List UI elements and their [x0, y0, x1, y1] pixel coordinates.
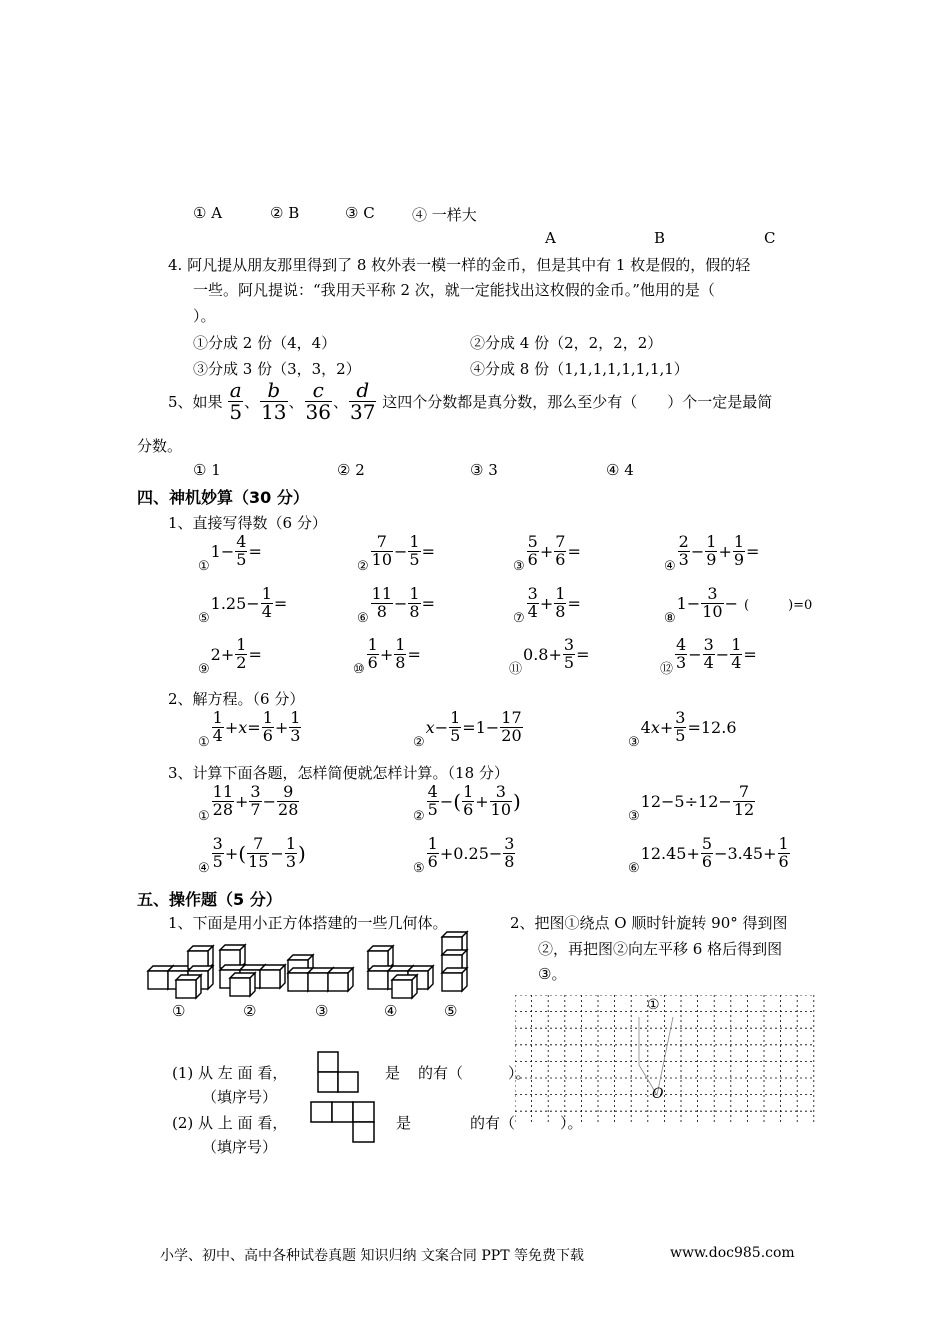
left-view-figure — [316, 1050, 360, 1094]
expr-5: $_⑤$1.25− $\frac{1}{4}$ = — [198, 584, 288, 626]
equation-2: $_②$x− $\frac{1}{5}$ =1− $\frac{17}{20}$ — [413, 708, 522, 750]
solid-label-5: ⑤ — [444, 1002, 458, 1020]
section4-sub3: 3、计算下面各题，怎样简便就怎样计算。（18 分） — [168, 764, 509, 782]
q5-suffix: 这四个分数都是真分数，那么至少有（ ）个一定是最简 — [382, 393, 773, 411]
section5-q1: 1、下面是用小正方体搭建的一些几何体。 — [168, 914, 448, 932]
q5-option-2: ② 2 — [337, 461, 365, 479]
q3-option-1: ① A — [193, 204, 223, 222]
top-view-figure — [309, 1100, 377, 1144]
q3-option-2: ② B — [270, 204, 300, 222]
section4-title: 四、神机妙算（30 分） — [137, 488, 309, 507]
expr-12: $_⑫$ $\frac{4}{3}$ − $\frac{3}{4}$ − $\frac{1}{4}$ = — [660, 635, 757, 677]
fraction-a-5: $\frac{a}{5}$ — [229, 378, 243, 424]
calc-1: $_①$ $\frac{11}{28}$ + $\frac{3}{7}$ − $\frac{9}{28}$ — [198, 782, 299, 824]
grid-figure-label: ① — [647, 997, 660, 1013]
q3-option-3: ③ C — [345, 204, 375, 222]
q4-line2: 一些。阿凡提说：“我用天平称 2 次，就一定能找出这枚假的金币。”他用的是（ — [193, 281, 715, 299]
q5-line1: 5、如果 $\frac{a}{5}$ 、 $\frac{b}{13}$ 、 $\frac{c}{36}$ 、 $\frac{d}{37}$ 这四个分数都是真分数，那么至少有（ ）个一定是最简 — [168, 378, 773, 424]
section4-sub1: 1、直接写得数（6 分） — [168, 514, 327, 532]
q5-option-3: ③ 3 — [470, 461, 498, 479]
calc-3: $_③$12−5÷12− $\frac{7}{12}$ — [628, 782, 755, 824]
view1-mid: 是 — [385, 1064, 401, 1082]
solid-1 — [148, 946, 213, 998]
solid-label-3: ③ — [315, 1002, 329, 1020]
solids-figure — [140, 928, 480, 1000]
calc-4: $_④$ $\frac{3}{5}$ +( $\frac{7}{15}$ − $\frac{1}{3}$ ) — [198, 834, 306, 876]
section5-title: 五、操作题（5 分） — [137, 890, 282, 909]
q5-line2: 分数。 — [137, 437, 183, 455]
view1-tail: 的有（ ）。 — [418, 1064, 531, 1082]
solid-5 — [442, 932, 467, 991]
section5-q2-line1: 2、把图①绕点 O 顺时针旋转 90° 得到图 — [510, 914, 788, 932]
q4-line3: ）。 — [193, 307, 216, 325]
expr-3: $_③$ $\frac{5}{6}$ + $\frac{7}{6}$ = — [513, 532, 581, 574]
view1-note: （填序号） — [202, 1088, 278, 1106]
footer-url: www.doc985.com — [670, 1245, 795, 1261]
expr-6: $_⑥$ $\frac{11}{8}$ − $\frac{1}{8}$ = — [357, 584, 436, 626]
q3-option-4: ④ 一样大 — [412, 206, 477, 224]
footer-text: 小学、初中、高中各种试卷真题 知识归纳 文案合同 PPT 等免费下载 — [160, 1248, 584, 1264]
q4-option-3: ③分成 3 份（3，3，2） — [193, 360, 361, 378]
q3-label-a: A — [545, 229, 556, 247]
section5-q2-line2: ②，再把图②向左平移 6 格后得到图 — [538, 940, 783, 958]
equation-1: $_①$ $\frac{1}{4}$ +x= $\frac{1}{6}$ + $\frac{1}{3}$ — [198, 708, 301, 750]
view2-note: （填序号） — [202, 1138, 278, 1156]
expr-8: $_⑧$1− $\frac{3}{10}$ − ( )=0 — [664, 584, 813, 626]
calc-5: $_⑤$ $\frac{1}{6}$ +0.25− $\frac{3}{8}$ — [413, 834, 515, 876]
expr-4: $_④$ $\frac{2}{3}$ − $\frac{1}{9}$ + $\frac{1}{9}$ = — [664, 532, 760, 574]
expr-7: $_⑦$ $\frac{3}{4}$ + $\frac{1}{8}$ = — [513, 584, 581, 626]
solid-label-1: ① — [172, 1002, 186, 1020]
q4-option-1: ①分成 2 份（4，4） — [193, 334, 337, 352]
calc-6: $_⑥$12.45+ $\frac{5}{6}$ −3.45+ $\frac{1}{6}$ — [628, 834, 789, 876]
expr-11: $_⑪$0.8+ $\frac{3}{5}$ = — [509, 635, 590, 677]
solid-3 — [288, 955, 353, 991]
q3-label-b: B — [654, 229, 666, 247]
section4-sub2: 2、解方程。（6 分） — [168, 690, 305, 708]
view1-label: (1) 从 左 面 看， — [172, 1064, 288, 1082]
equation-3: $_③$4x+ $\frac{3}{5}$ =12.6 — [628, 708, 737, 750]
q5-option-4: ④ 4 — [606, 461, 634, 479]
calc-2: $_②$ $\frac{4}{5}$ −( $\frac{1}{6}$ + $\frac{3}{10}$ ) — [413, 782, 521, 824]
expr-1: $_①$1− $\frac{4}{5}$ = — [198, 532, 262, 574]
q4-line1: 4. 阿凡提从朋友那里得到了 8 枚外表一模一样的金币，但是其中有 1 枚是假的，假的轻 — [168, 256, 751, 274]
solid-4 — [368, 946, 433, 998]
expr-9: $_⑨$2+ $\frac{1}{2}$ = — [198, 635, 262, 677]
expr-2: $_②$ $\frac{7}{10}$ − $\frac{1}{5}$ = — [357, 532, 436, 574]
rotation-grid — [515, 995, 817, 1125]
view2-tail: 的有（ ）。 — [470, 1114, 583, 1132]
q5-prefix: 5、如果 — [168, 393, 223, 411]
q5-option-1: ① 1 — [193, 461, 221, 479]
fraction-b-13: $\frac{b}{13}$ — [261, 378, 287, 424]
solid-2 — [220, 945, 285, 996]
fraction-c-36: $\frac{c}{36}$ — [305, 378, 331, 424]
q4-option-2: ②分成 4 份（2，2，2，2） — [470, 334, 663, 352]
solid-label-4: ④ — [384, 1002, 398, 1020]
point-o-label: O — [652, 1086, 664, 1102]
expr-10: $_⑩$ $\frac{1}{6}$ + $\frac{1}{8}$ = — [353, 635, 421, 677]
view2-mid: 是 — [396, 1114, 412, 1132]
fraction-d-37: $\frac{d}{37}$ — [350, 378, 376, 424]
q4-option-4: ④分成 8 份（1,1,1,1,1,1,1,1） — [470, 360, 689, 378]
view2-label: (2) 从 上 面 看， — [172, 1114, 288, 1132]
solid-label-2: ② — [243, 1002, 257, 1020]
section5-q2-line3: ③。 — [538, 965, 567, 983]
q3-label-c: C — [764, 229, 776, 247]
